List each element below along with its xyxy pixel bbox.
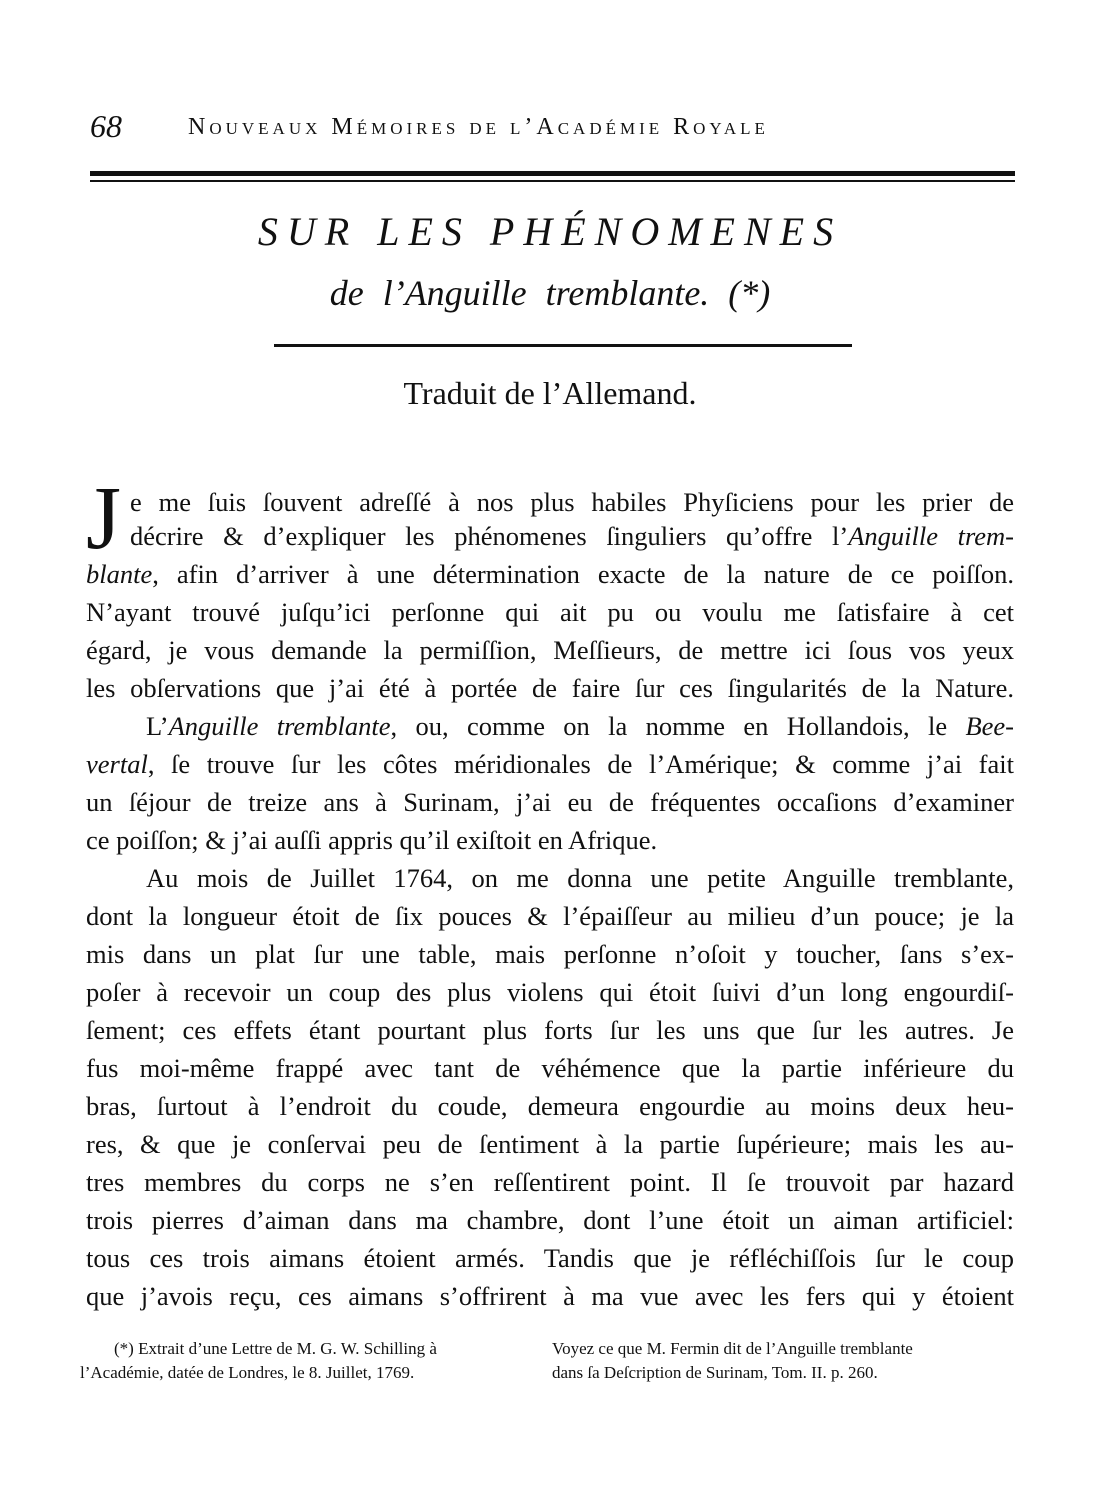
text-line: dont la longueur étoit de ſix pouces & l’épaiſſeur au milieu d’un pouce; je la [86,901,1014,931]
text-line: bras, ſurtout à l’endroit du coude, demeura engourdie au moins deux heu- [86,1091,1014,1121]
text-line: ſement; ces effets étant pourtant plus forts ſur les uns que ſur les autres. Je [86,1015,1014,1045]
text-line: mis dans un plat ſur une table, mais perſonne n’oſoit y toucher, ſans s’ex- [86,939,1014,969]
text-line: e me ſuis ſouvent adreſſé à nos plus habiles Phyſiciens pour les prier de [130,487,1014,517]
text-line: décrire & d’expliquer les phénomenes ſinguliers qu’offre l’Anguille trem- [130,521,1015,551]
running-head [90,108,1010,148]
text-line: ce poiſſon; & j’ai auſſi appris qu’il exiſtoit en Afrique. [86,825,658,855]
translation-note: Traduit de l’Allemand. [403,375,697,411]
text-line: res, & que je conſervai peu de ſentiment à la partie ſupérieure; mais les au- [86,1129,1014,1159]
text-line: vertal, ſe trouve ſur les côtes méridionales de l’Amérique; & comme j’ai fait [86,749,1014,779]
text-line: tres membres du corps ne s’en reſſentirent point. Il ſe trouvoit par hazard [86,1167,1014,1197]
text-line: blante, afin d’arriver à une détermination exacte de la nature de ce poiſſon. [86,559,1014,589]
article-subtitle: de l’Anguille tremblante. (*) [329,273,771,313]
text-line: égard, je vous demande la permiſſion, Meſſieurs, de mettre ici ſous vos yeux [86,635,1014,665]
article-title: SUR LES PHÉNOMENES [257,209,843,254]
running-title: Nouveaux Mémoires de l’Académie Royale [188,114,769,140]
header-rule-thin [90,180,1015,182]
page-number: 68 [90,108,122,144]
text-line: poſer à recevoir un coup des plus violens qui étoit ſuivi d’un long engourdiſ- [86,977,1014,1007]
text-line: un ſéjour de treize ans à Surinam, j’ai eu de fréquentes occaſions d’examiner [86,787,1014,817]
text-line: tous ces trois aimans étoient armés. Tandis que je réfléchiſſois ſur le coup [86,1243,1014,1273]
text-line: fus moi-même frappé avec tant de véhémence que la partie inférieure du [86,1053,1014,1083]
text-line: L’Anguille tremblante, ou, comme on la nomme en Hollandois, le Bee- [146,711,1014,741]
text-line: Au mois de Juillet 1764, on me donna une petite Anguille tremblante, [146,863,1014,893]
footnote-right: Voyez ce que M. Fermin dit de l’Anguille tremblante dans ſa Deſcription de Surinam, Tom. II. p. 260. [552,1339,913,1382]
title-rule [274,344,852,347]
text-line: trois pierres d’aiman dans ma chambre, dont l’une étoit un aiman artificiel: [86,1205,1014,1235]
text-line: les obſervations que j’ai été à portée de faire ſur ces ſingularités de la Nature. [86,673,1014,703]
header-rule-thick [90,171,1015,176]
text-line: N’ayant trouvé juſqu’ici perſonne qui ait pu ou voulu me ſatisfaire à cet [86,597,1014,627]
text-line: que j’avois reçu, ces aimans s’offrirent à ma vue avec les fers qui y étoient [86,1281,1014,1311]
footnote-left: (*) Extrait d’une Lettre de M. G. W. Schilling à l’Académie, datée de Londres, le 8. Juillet, 1769. [80,1339,437,1382]
drop-cap: J [86,469,122,568]
